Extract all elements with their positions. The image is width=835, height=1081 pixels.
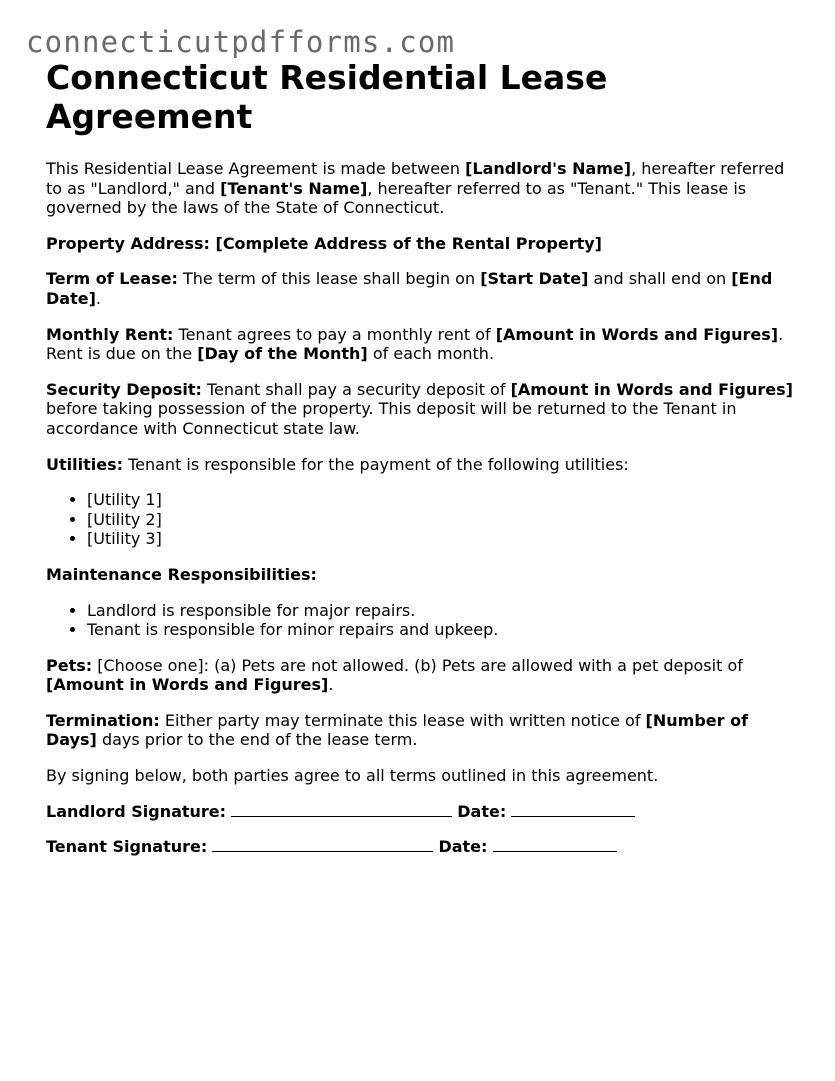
closing-statement: By signing below, both parties agree to all terms outlined in this agreement. — [46, 766, 659, 786]
tenant-name-placeholder: [Tenant's Name] — [220, 178, 368, 198]
intro-paragraph: This Residential Lease Agreement is made between [Landlord's Name], hereafter referred to as "Landlord," and [Tenant's Name], hereafter referred to as "Tenant." This lease is governed by the laws of the State of Connecticut. — [46, 159, 785, 218]
rent-day-placeholder: [Day of the Month] — [197, 344, 368, 364]
landlord-signature-line[interactable] — [231, 802, 452, 817]
utilities-list — [46, 490, 796, 549]
list-item: • [Utility 2] — [87, 510, 796, 530]
tenant-date-line[interactable] — [493, 837, 617, 852]
list-item: • Landlord is responsible for major repairs. — [87, 601, 796, 621]
landlord-date-label: Date: — [457, 801, 507, 821]
deposit-label: Security Deposit: — [46, 379, 202, 399]
notice-days-placeholder: [Number of Days] — [46, 710, 749, 750]
document-title: Connecticut Residential Lease Agreement — [46, 58, 608, 136]
rent-label: Monthly Rent: — [46, 324, 174, 344]
start-date-placeholder: [Start Date] — [480, 269, 589, 289]
deposit-amount-placeholder: [Amount in Words and Figures] — [510, 379, 793, 399]
landlord-signature-row — [46, 802, 796, 822]
termination: Termination: Either party may terminate this lease with written notice of [Number of Days] days prior to the end of the lease term. — [46, 710, 749, 750]
maintenance-heading: Maintenance Responsibilities: — [46, 564, 317, 584]
list-item: • [Utility 3] — [87, 529, 796, 549]
tenant-signature-line[interactable] — [212, 837, 433, 852]
watermark: connecticutpdfforms.com — [26, 25, 456, 59]
term-label: Term of Lease: — [46, 269, 178, 289]
tenant-signature-label: Tenant Signature: — [46, 837, 208, 857]
pets: Pets: [Choose one]: (a) Pets are not allowed. (b) Pets are allowed with a pet deposit of [Amount in Words and Figures]. — [46, 655, 743, 695]
maintenance-list — [46, 601, 796, 640]
landlord-signature-label: Landlord Signature: — [46, 801, 227, 821]
pets-label: Pets: — [46, 655, 93, 675]
utilities: Utilities: Tenant is responsible for the payment of the following utilities: — [46, 454, 629, 474]
lease-document — [46, 58, 796, 857]
landlord-date-line[interactable] — [511, 802, 635, 817]
list-item: • Tenant is responsible for minor repairs and upkeep. — [87, 620, 796, 640]
property-address: Property Address: [Complete Address of the Rental Property] — [46, 233, 602, 253]
security-deposit: Security Deposit: Tenant shall pay a security deposit of [Amount in Words and Figures] before taking possession of the property. This deposit will be returned to the Tenant in accordance with Connecticut state law. — [46, 379, 793, 438]
end-date-placeholder: [End Date] — [46, 269, 773, 308]
monthly-rent: Monthly Rent: Tenant agrees to pay a monthly rent of [Amount in Words and Figures]. Rent is due on the [Day of the Month] of each month. — [46, 324, 784, 364]
tenant-signature-row — [46, 837, 796, 857]
termination-label: Termination: — [46, 710, 160, 730]
tenant-date-label: Date: — [438, 837, 488, 857]
term-of-lease: Term of Lease: The term of this lease shall begin on [Start Date] and shall end on [End Date]. — [46, 269, 773, 308]
list-item: • [Utility 1] — [87, 490, 796, 510]
landlord-name-placeholder: [Landlord's Name] — [465, 159, 632, 178]
utilities-label: Utilities: — [46, 454, 123, 474]
pet-deposit-placeholder: [Amount in Words and Figures] — [46, 675, 329, 695]
rent-amount-placeholder: [Amount in Words and Figures] — [495, 324, 779, 344]
